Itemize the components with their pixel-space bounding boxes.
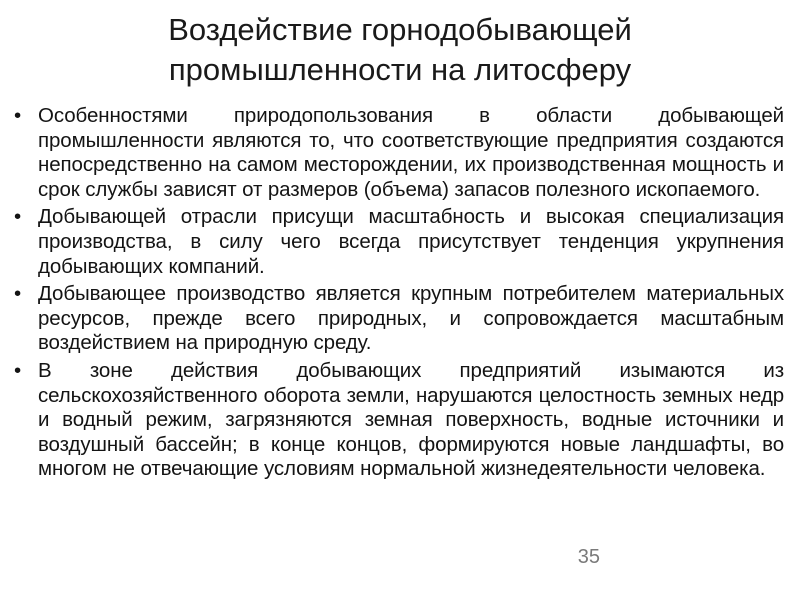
slide-title: Воздействие горнодобывающей промышленности на литосферу bbox=[168, 12, 632, 87]
bullet-item bbox=[14, 282, 784, 356]
bullet-text: Добывающее производство является крупным потребителем материальных ресурсов, прежде всего природных, и сопровождается масштабным воздействием на природную среду. bbox=[38, 282, 784, 355]
bullet-text: Добывающей отрасли присущи масштабность и высокая специализация производства, в силу чего всегда присутствует тенденция укрупнения добывающих компаний. bbox=[38, 205, 784, 278]
bullet-icon: • bbox=[14, 205, 22, 229]
bullet-list bbox=[14, 104, 784, 485]
page-number: 35 bbox=[577, 546, 600, 568]
bullet-icon: • bbox=[14, 282, 22, 306]
bullet-item bbox=[14, 205, 784, 279]
bullet-icon: • bbox=[14, 358, 22, 382]
bullet-item bbox=[14, 104, 784, 202]
bullet-item bbox=[14, 359, 784, 482]
bullet-text: Особенностями природопользования в области добывающей промышленности являются то, что соответствующие предприятия создаются непосредственно на самом месторождении, их производственная мощность и срок службы зависят от размеров (объема) запасов полезного ископаемого. bbox=[38, 104, 784, 201]
bullet-icon: • bbox=[14, 104, 22, 127]
bullet-text: В зоне действия добывающих предприятий изымаются из сельскохозяйственного оборота земли, нарушаются целостность земных недр и водный режим, загрязняются земная поверхность, водные источники и воздушный бассейн; в конце концов, формируются новые ландшафты, во многом не отвечающие условиям нормальной жизнедеятельности человека. bbox=[38, 358, 784, 481]
